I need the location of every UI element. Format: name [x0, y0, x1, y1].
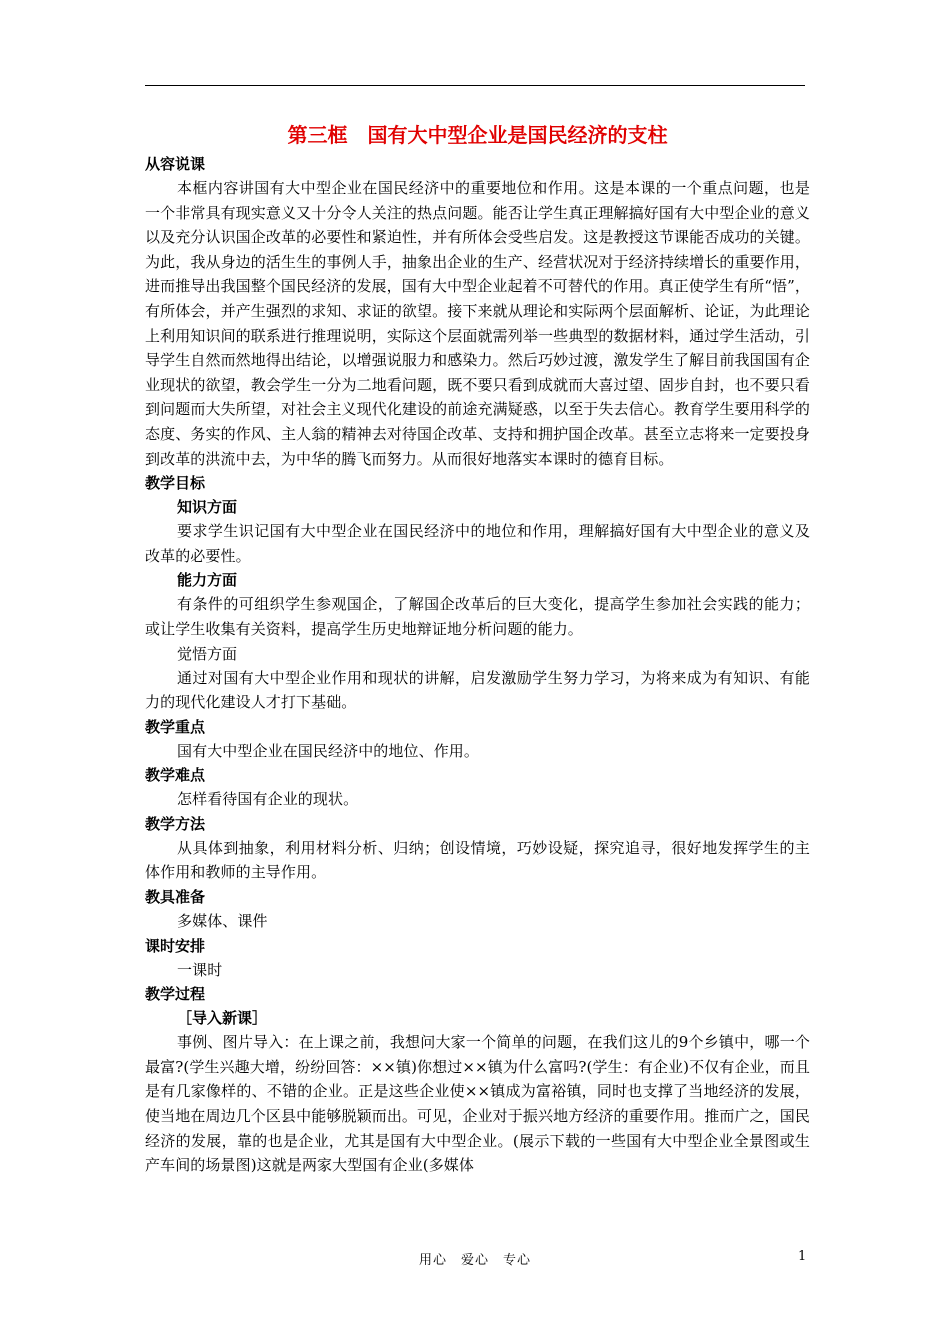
- document-sections: [145, 152, 810, 1178]
- paragraph: 国有大中型企业在国民经济中的地位、作用。: [177, 741, 480, 760]
- paragraph: 怎样看待国有企业的现状。: [177, 790, 359, 809]
- page-number: 1: [798, 1249, 807, 1264]
- subsection-heading: 觉悟方面: [177, 644, 238, 663]
- section-heading: 教学过程: [145, 985, 206, 1004]
- document-body: [145, 120, 810, 1178]
- paragraph: 事例、图片导入：在上课之前，我想问大家一个简单的问题，在我们这儿的9个乡镇中，哪一个最富?(学生兴趣大增，纷纷回答：××镇)你想过××镇为什么富吗?(学生：有企业)不仅有企业，而且是有几家像样的、不错的企业。正是这些企业使××镇成为富裕镇，同时也支撑了当地经济的发展，使当地在周边几个区县中能够脱颖而出。可见，企业对于振兴地方经济的重要作用。推而广之，国民经济的发展，靠的也是企业，尤其是国有大中型企业。(展示下载的一些国有大中型企业全景图或生产车间的场景图)这就是两家大型国有企业(多媒体: [145, 1033, 810, 1175]
- section-heading: 从容说课: [145, 155, 206, 173]
- section-heading: 教学难点: [145, 766, 206, 785]
- section-heading: 课时安排: [145, 936, 206, 955]
- section-heading: 教具准备: [145, 888, 206, 907]
- document-title: 第三框 国有大中型企业是国民经济的支柱: [287, 123, 668, 147]
- footer-slogan: 用心 爱心 专心: [418, 1253, 531, 1268]
- paragraph: 一课时: [177, 960, 223, 979]
- subsection-heading: 知识方面: [177, 498, 238, 517]
- paragraph: 有条件的可组织学生参观国企，了解国企改革后的巨大变化，提高学生参加社会实践的能力；或让学生收集有关资料，提高学生历史地辩证地分析问题的能力。: [145, 595, 810, 638]
- header-rule: [145, 85, 805, 86]
- paragraph: 要求学生识记国有大中型企业在国民经济中的地位和作用，理解搞好国有大中型企业的意义及改革的必要性。: [145, 522, 810, 565]
- subsection-heading: 能力方面: [177, 571, 238, 590]
- section-heading: 教学方法: [145, 814, 206, 833]
- paragraph: 从具体到抽象，利用材料分析、归纳；创设情境，巧妙设疑，探究追寻，很好地发挥学生的主体作用和教师的主导作用。: [145, 838, 810, 882]
- paragraph: 通过对国有大中型企业作用和现状的讲解，启发激励学生努力学习，为将来成为有知识、有能力的现代化建设人才打下基础。: [145, 668, 810, 712]
- section-heading: 教学重点: [145, 717, 206, 736]
- section-heading: 教学目标: [145, 474, 206, 493]
- paragraph: 本框内容讲国有大中型企业在国民经济中的重要地位和作用。这是本课的一个重点问题，也是一个非常具有现实意义又十分令人关注的热点问题。能否让学生真正理解搞好国有大中型企业的意义以及充分认识国企改革的必要性和紧迫性，并有所体会受些启发。这是教授这节课能否成功的关键。为此，我从身边的活生生的事例人手，抽象出企业的生产、经营状况对于经济持续增长的重要作用，进而推导出我国整个国民经济的发展，国有大中型企业起着不可替代的作用。真正使学生有所“悟”，有所体会，并产生强烈的求知、求证的欲望。接下来就从理论和实际两个层面解析、论证，为此理论上利用知识间的联系进行推理说明，实际这个层面就需列举一些典型的数据材料，通过学生活动，引导学生自然而然地得出结论，以增强说服力和感染力。然后巧妙过渡，激发学生了解目前我国国有企业现状的欲望，教会学生一分为二地看问题，既不要只看到成就而大喜过望、固步自封，也不要只看到问题而大失所望，对社会主义现代化建设的前途充满疑惑，以至于失去信心。教育学生要用科学的态度、务实的作风、主人翁的精神去对待国企改革、支持和拥护国企改革。甚至立志将来一定要投身到改革的洪流中去，为中华的腾飞而努力。从而很好地落实本课时的德育目标。: [145, 179, 810, 468]
- subsection-heading: ［导入新课］: [177, 1009, 268, 1028]
- paragraph: 多媒体、课件: [177, 912, 268, 931]
